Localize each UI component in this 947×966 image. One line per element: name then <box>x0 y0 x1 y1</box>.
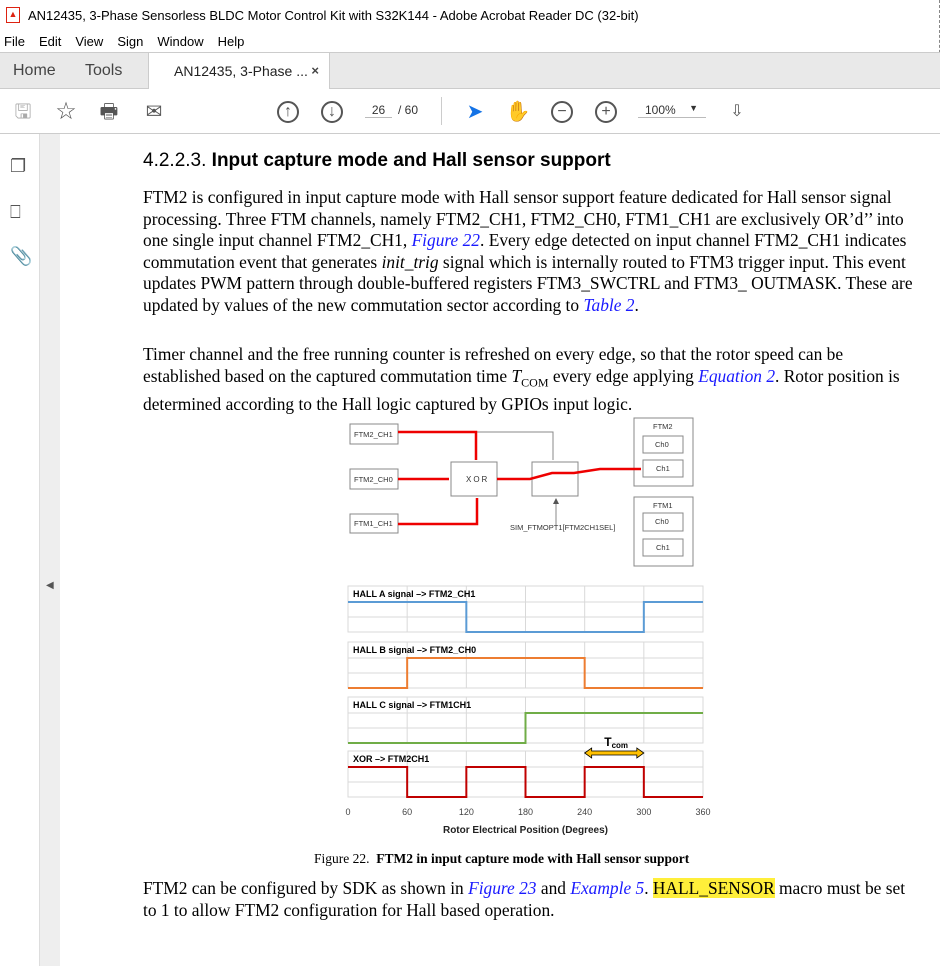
p2-text: every edge applying <box>548 365 699 386</box>
equation-2-link[interactable]: Equation 2 <box>698 365 776 386</box>
attachments-icon[interactable]: 📎 <box>10 246 33 266</box>
menu-window[interactable]: Window <box>157 33 204 49</box>
menu-sign[interactable]: Sign <box>117 33 144 49</box>
save-icon[interactable]: 🖫 <box>14 101 32 123</box>
label-ftm2-ch1: FTM2_CH1 <box>354 430 393 439</box>
x-tick-label: 360 <box>695 807 711 817</box>
table-2-link[interactable]: Table 2 <box>583 294 635 315</box>
select-cursor-icon[interactable]: ➤ <box>466 101 484 123</box>
figure-caption <box>314 851 689 867</box>
window-title: AN12435, 3-Phase Sensorless BLDC Motor Control Kit with S32K144 - Adobe Acrobat Reader DC (32-bit) <box>28 7 639 23</box>
tcom-symbol: T <box>511 365 522 386</box>
figure-23-link[interactable]: Figure 23 <box>468 878 537 898</box>
label-ch1: Ch1 <box>656 543 670 552</box>
label-sim-ftmopt1: SIM_FTMOPT1[FTM2CH1SEL] <box>510 523 616 532</box>
x-tick-label: 0 <box>345 807 351 817</box>
menu-help[interactable]: Help <box>217 33 245 49</box>
p1-text: . Every edge detected on input channel FTM2_CH1 indicates commutation event that generates <box>143 230 907 272</box>
label-ch1: Ch1 <box>656 464 670 473</box>
label-ftm2-ch0: FTM2_CH0 <box>354 475 393 484</box>
tcom-label: Tcom <box>604 735 629 750</box>
bookmarks-icon[interactable]: ⎕ <box>10 202 21 222</box>
zoom-in-icon[interactable]: + <box>595 101 617 123</box>
p1-text: FTM2 is configured in input capture mode with Hall sensor support feature dedicated for Hall sensor signal processing. Three FTM channels, namely FTM2_CH1, FTM2_CH0, FTM1_CH1 are exclusively OR’d’’ into one single input channel FTM2_CH1, <box>143 187 904 251</box>
series-label: HALL C signal –> FTM1CH1 <box>353 700 472 710</box>
page-number-input[interactable]: 26 <box>365 103 392 118</box>
block-diagram <box>350 418 693 566</box>
label-ch0: Ch0 <box>655 517 669 526</box>
tab-document-label: AN12435, 3-Phase ... <box>174 63 308 79</box>
figure-22-link[interactable]: Figure 22 <box>411 230 480 251</box>
tcom-subscript: COM <box>521 375 549 390</box>
chevron-down-icon: ▼ <box>689 103 698 113</box>
x-tick-label: 180 <box>517 807 534 817</box>
p2-text: Timer channel and the free running counter is refreshed on every edge, so that the rotor speed can be established based on the captured commutation time <box>143 344 844 386</box>
x-tick-label: 240 <box>577 807 593 817</box>
zoom-out-icon[interactable]: − <box>551 101 573 123</box>
section-number: 4.2.2.3. <box>143 150 207 171</box>
p1-text: signal which is internally routed to FTM3 trigger input. This event updates PWM pattern through double-buffered registers FTM3_SWCTRL and FTM3_ OUTMASK. These are updated by values of the new commutation sector according to <box>143 251 913 315</box>
page-thumbnails-icon[interactable]: ❐ <box>10 156 27 176</box>
scroll-mode-icon[interactable]: ⇩ <box>730 103 744 120</box>
label-ch0: Ch0 <box>655 440 669 449</box>
menu-file[interactable]: File <box>4 33 25 49</box>
x-tick-label: 120 <box>458 807 474 817</box>
close-tab-icon[interactable]: × <box>311 63 319 78</box>
tab-home[interactable]: Home <box>13 62 56 79</box>
label-xor: XOR <box>466 475 490 484</box>
print-icon[interactable]: 🖶 <box>99 101 119 123</box>
p3-text: and <box>536 878 571 898</box>
next-page-icon[interactable]: ↓ <box>321 101 343 123</box>
previous-page-icon[interactable]: ↑ <box>277 101 299 123</box>
init-trig-term: init_trig <box>381 251 439 272</box>
example-5-link[interactable]: Example 5 <box>570 878 645 898</box>
p1-text: . <box>634 294 639 315</box>
zoom-level-value: 100% <box>645 103 676 117</box>
bookmark-star-icon[interactable]: ☆ <box>55 98 77 125</box>
mux-switch-box <box>532 462 578 496</box>
label-ftm1-ch1: FTM1_CH1 <box>354 519 393 528</box>
signal-path <box>398 432 641 524</box>
series-label: HALL A signal –> FTM2_CH1 <box>353 589 476 599</box>
menu-edit[interactable]: Edit <box>38 33 62 49</box>
acrobat-logo-icon: ▲ <box>6 7 20 23</box>
label-ftm2: FTM2 <box>653 422 673 431</box>
series-label: HALL B signal –> FTM2_CH0 <box>353 645 477 655</box>
collapse-arrow-icon[interactable]: ◀ <box>46 580 54 591</box>
menu-view[interactable]: View <box>75 33 104 49</box>
hall-timing-chart <box>345 586 710 836</box>
hand-tool-icon[interactable]: ✋ <box>505 101 531 123</box>
p3-text: FTM2 can be configured by SDK as shown in <box>143 878 469 898</box>
tab-tools[interactable]: Tools <box>85 62 123 79</box>
x-tick-label: 300 <box>636 807 652 817</box>
section-title: Input capture mode and Hall sensor support <box>211 150 611 171</box>
diagram-labels <box>354 422 673 552</box>
page-total: / 60 <box>398 103 419 117</box>
p2-text: . Rotor position is determined according to the Hall logic captured by GPIOs input logic. <box>143 365 900 414</box>
email-icon[interactable]: ✉ <box>145 101 163 123</box>
series-label: XOR –> FTM2CH1 <box>353 754 430 764</box>
p3-text: macro must be set to 1 to allow FTM2 configuration for Hall based operation. <box>143 878 906 920</box>
x-axis-label: Rotor Electrical Position (Degrees) <box>442 825 609 836</box>
p3-text: . <box>644 878 653 898</box>
highlighted-hall-sensor: HALL_SENSOR <box>652 878 775 898</box>
paragraph-3 <box>143 878 913 921</box>
caption-title: FTM2 in input capture mode with Hall sensor support <box>376 851 690 866</box>
label-ftm1: FTM1 <box>653 501 673 510</box>
x-tick-label: 60 <box>402 807 413 817</box>
caption-number: Figure 22. <box>314 851 370 866</box>
